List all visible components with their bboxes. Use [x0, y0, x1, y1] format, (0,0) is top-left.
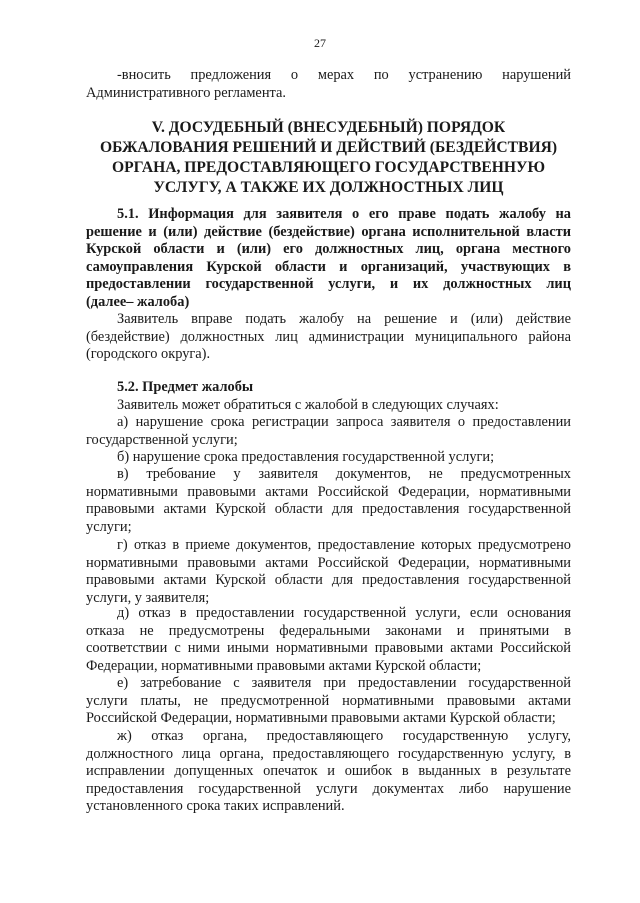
text-line: самоуправления Курской области и организаций, участвующих в — [86, 258, 571, 275]
text-line: нормативными правовыми актами Российской Федерации, нормативными — [86, 554, 571, 571]
intro-paragraph — [86, 67, 571, 102]
section-heading — [86, 118, 571, 198]
text-line: б) нарушение срока предоставления государственной услуги; — [117, 449, 495, 465]
case-d — [86, 605, 571, 675]
text-line: услуги, у заявителя; — [86, 589, 210, 606]
case-zh — [86, 728, 571, 816]
subsection-5-2 — [86, 379, 571, 414]
text-line: Курской области и (или) его должностных лиц, органа местного — [86, 241, 571, 258]
subsection-5-1-body — [86, 311, 571, 364]
text-line: установленного срока таких исправлений. — [86, 798, 345, 815]
text-line: (городского округа). — [86, 346, 211, 363]
text-line: -вносить предложения о мерах по устранению нарушений — [117, 67, 571, 83]
subsection-5-2-title: 5.2. Предмет жалобы — [117, 379, 254, 395]
text-line: Административного регламента. — [86, 84, 286, 101]
subsection-5-2-lead: Заявитель может обратиться с жалобой в следующих случаях: — [117, 396, 499, 413]
text-line: предоставлении государственной услуги, и их должностных лиц — [86, 276, 571, 293]
text-line: Российской Федерации, нормативными правовыми актами Курской области; — [86, 710, 556, 727]
text-line: в) требование у заявителя документов, не предусмотренных — [117, 466, 571, 482]
text-line: 5.1. Информация для заявителя о его праве подать жалобу на — [117, 206, 571, 222]
text-line: государственной услуги; — [86, 431, 238, 448]
text-line: (далее– жалоба) — [86, 293, 190, 310]
text-line: отказа не предусмотрены федеральными законами и принятыми в — [86, 622, 571, 639]
text-line: а) нарушение срока регистрации запроса заявителя о предоставлении — [117, 414, 571, 430]
text-line: нормативными правовыми актами Российской Федерации, нормативными — [86, 483, 571, 500]
text-line: правовыми актами Курской области для предоставления государственной — [86, 572, 571, 589]
case-b — [86, 449, 571, 467]
text-line: услуги; — [86, 518, 132, 535]
page-number: 27 — [314, 36, 326, 50]
text-line: правовыми актами Курской области для предоставления государственной — [86, 501, 571, 518]
subsection-5-1-title — [86, 206, 571, 312]
case-g — [86, 537, 571, 607]
text-line: исправлении допущенных опечаток и ошибок в выданных в результате — [86, 763, 571, 780]
heading-line: УСЛУГУ, А ТАКЖЕ ИХ ДОЛЖНОСТНЫХ ЛИЦ — [153, 179, 504, 196]
text-line: услуги платы, не предусмотренной нормативными правовыми актами — [86, 692, 571, 709]
text-line: Федерации, нормативными правовыми актами Курской области; — [86, 657, 482, 674]
text-line: (бездействие) должностных лиц администрации муниципального района — [86, 328, 571, 345]
text-line: ж) отказ органа, предоставляющего государственную услугу, — [117, 728, 571, 744]
heading-line: ОБЖАЛОВАНИЯ РЕШЕНИЙ И ДЕЙСТВИЙ (БЕЗДЕЙСТВИЯ) — [99, 139, 558, 156]
heading-line: ОРГАНА, ПРЕДОСТАВЛЯЮЩЕГО ГОСУДАРСТВЕННУЮ — [111, 159, 546, 176]
case-e — [86, 675, 571, 728]
text-line: е) затребование с заявителя при предоставлении государственной — [117, 675, 571, 691]
text-line: соответствии с ними иными нормативными правовыми актами Российской — [86, 640, 571, 657]
text-line: Заявитель вправе подать жалобу на решение и (или) действие — [117, 311, 571, 327]
text-line: решение и (или) действие (бездействие) органа исполнительной власти — [86, 223, 571, 240]
text-line: должностного лица органа, предоставляющего государственную услугу, в — [86, 745, 571, 762]
text-line: г) отказ в приеме документов, предоставление которых предусмотрено — [117, 537, 571, 553]
text-line: д) отказ в предоставлении государственной услуги, если основания — [117, 605, 571, 621]
case-a — [86, 414, 571, 449]
text-line: предоставления государственной услуги документах либо нарушение — [86, 780, 571, 797]
heading-line: V. ДОСУДЕБНЫЙ (ВНЕСУДЕБНЫЙ) ПОРЯДОК — [151, 119, 506, 136]
case-v — [86, 466, 571, 536]
